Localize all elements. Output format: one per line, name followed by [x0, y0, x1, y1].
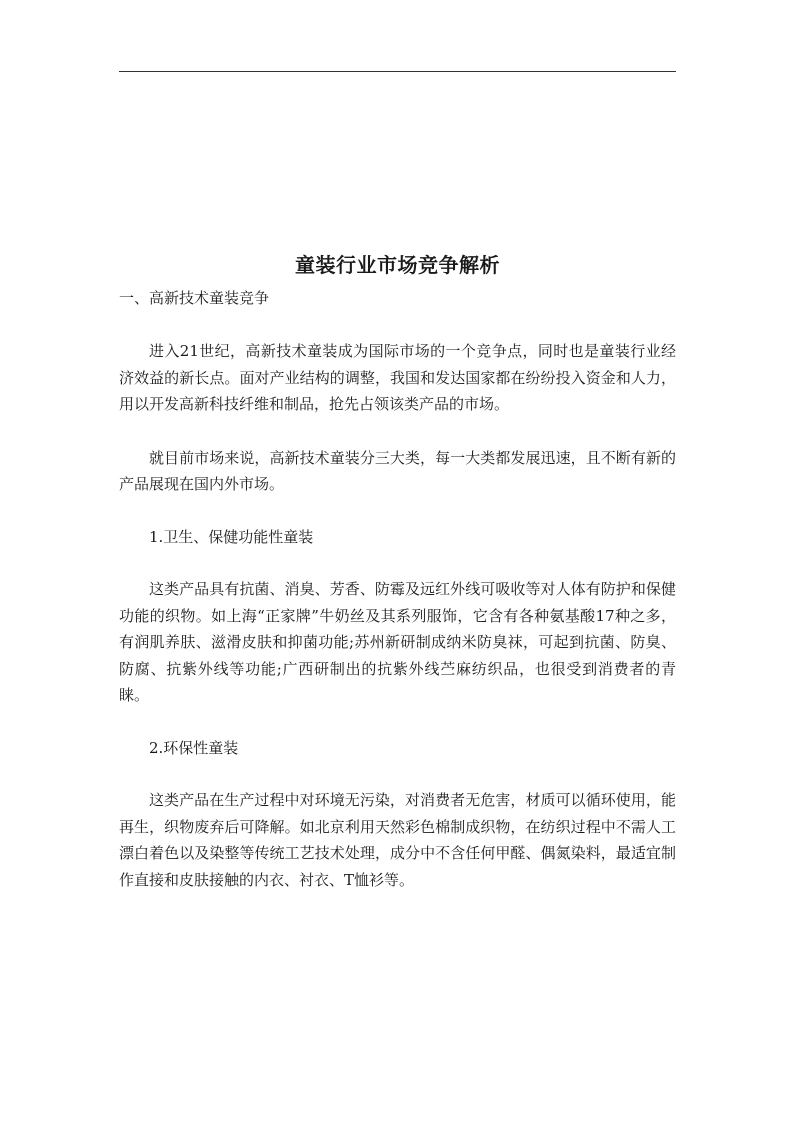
subheading-hygiene: 1.卫生、保健功能性童装	[149, 527, 314, 546]
paragraph-eco: 这类产品在生产过程中对环境无污染，对消费者无危害，材质可以循环使用，能再生，织物废弃后可降解。如北京利用天然彩色棉制成织物，在纺织过程中不需人工漂白着色以及染整等传统工艺技术处理，成分中不含任何甲醛、偶氮染料，最适宜制作直接和皮肤接触的内衣、衬衣、T恤衫等。	[119, 791, 676, 889]
paragraph-intro: 进入21世纪，高新技术童装成为国际市场的一个竞争点，同时也是童装行业经济效益的新长点。面对产业结构的调整，我国和发达国家都在纷纷投入资金和人力，用以开发高新科技纤维和制品，抢先占领该类产品的市场。	[119, 342, 676, 413]
paragraph-categories: 就目前市场来说，高新技术童装分三大类，每一大类都发展迅速，且不断有新的产品展现在国内外市场。	[119, 448, 676, 493]
header-rule	[119, 71, 676, 72]
subheading-eco: 2.环保性童装	[149, 738, 239, 757]
paragraph-hygiene: 这类产品具有抗菌、消臭、芳香、防霉及远红外线可吸收等对人体有防护和保健功能的织物。如上海“正家牌”牛奶丝及其系列服饰，它含有各种氨基酸17种之多，有润肌养肤、滋滑皮肤和抑菌功能;苏州新研制成纳米防臭袜，可起到抗菌、防臭、防腐、抗紫外线等功能;广西研制出的抗紫外线苎麻纺织品，也很受到消费者的青睐。	[119, 580, 676, 704]
document-title: 童装行业市场竞争解析	[295, 253, 500, 277]
document-body	[119, 250, 676, 893]
section-heading: 一、高新技术童装竞争	[119, 289, 270, 307]
